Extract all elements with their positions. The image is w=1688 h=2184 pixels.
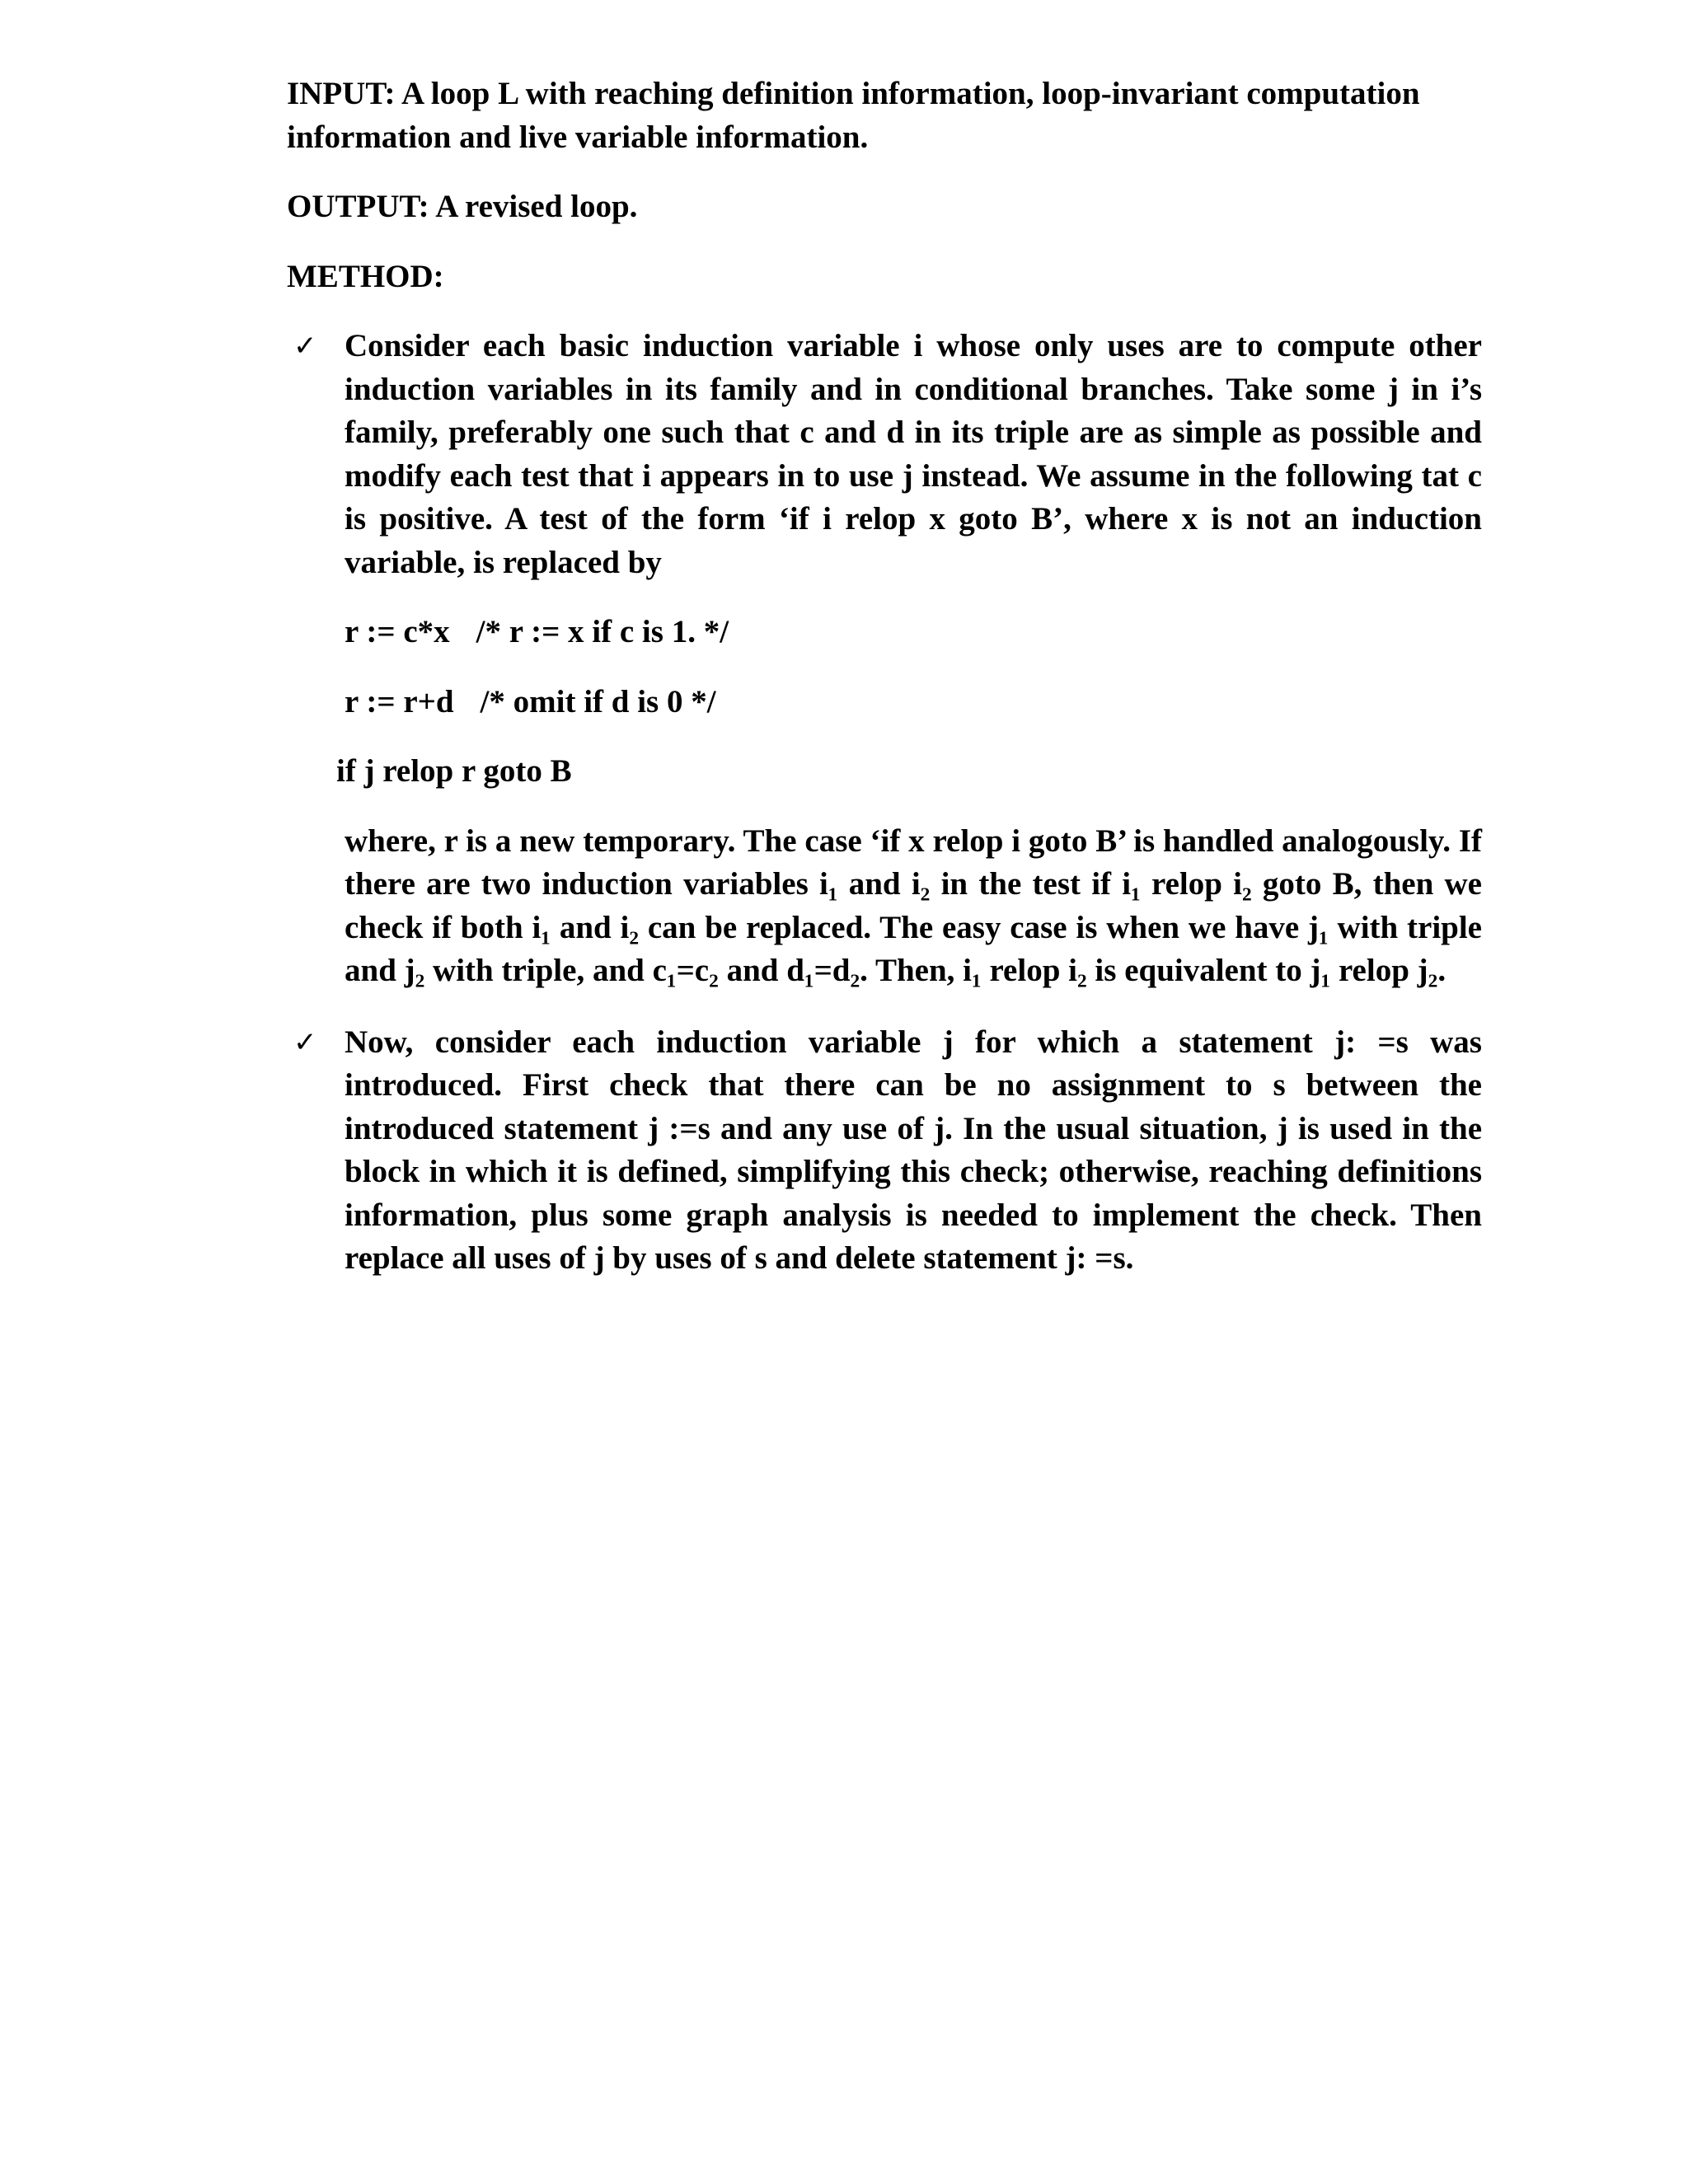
bullet-continuation-text: where, r is a new temporary. The case ‘if x relop i goto B’ is handled analogously. If there are two induction variables i₁ and i₂ in the test if i₁ relop i₂ goto B, then we check if both i₁ and i₂ can be replaced. The easy case is when we have j₁ with triple and j₂ with triple, and c₁=c₂ and d₁=d₂. Then, i₁ relop i₂ is equivalent to j₁ relop j₂.	[345, 823, 1482, 988]
code-comment: /* r := x if c is 1. */	[476, 614, 729, 649]
bullet-item	[287, 325, 1482, 993]
code-line	[336, 750, 1482, 794]
method-heading: METHOD:	[287, 258, 444, 294]
code-line	[345, 611, 1482, 654]
code-statement: r := c*x	[345, 614, 450, 649]
checkmark-icon: ✓	[293, 330, 317, 363]
output-description: OUTPUT: A revised loop.	[287, 189, 638, 224]
code-statement: if j relop r goto B	[336, 753, 572, 789]
code-comment: /* omit if d is 0 */	[480, 683, 716, 719]
bullet-item	[287, 1021, 1482, 1281]
code-statement: r := r+d	[345, 683, 454, 719]
bullet-text: Now, consider each induction variable j for which a statement j: =s was introduced. First check that there can be no assignment to s between the introduced statement j :=s and any use of j. In the usual situation, j is used in the block in which it is defined, simplifying this check; otherwise, reaching definitions information, plus some graph analysis is needed to implement the check. Then replace all uses of j by uses of s and delete statement j: =s.	[345, 1024, 1482, 1276]
code-line	[345, 681, 1482, 724]
input-description: INPUT: A loop L with reaching definition information, loop-invariant computation information and live variable information.	[287, 76, 1420, 155]
document-page	[287, 73, 1482, 1281]
checkmark-icon: ✓	[293, 1025, 317, 1059]
bullet-text: Consider each basic induction variable i whose only uses are to compute other induction variables in its family and in conditional branches. Take some j in i’s family, preferably one such that c and d in its triple are as simple as possible and modify each test that i appears in to use j instead. We assume in the following tat c is positive. A test of the form ‘if i relop x goto B’, where x is not an induction variable, is replaced by	[345, 328, 1482, 580]
